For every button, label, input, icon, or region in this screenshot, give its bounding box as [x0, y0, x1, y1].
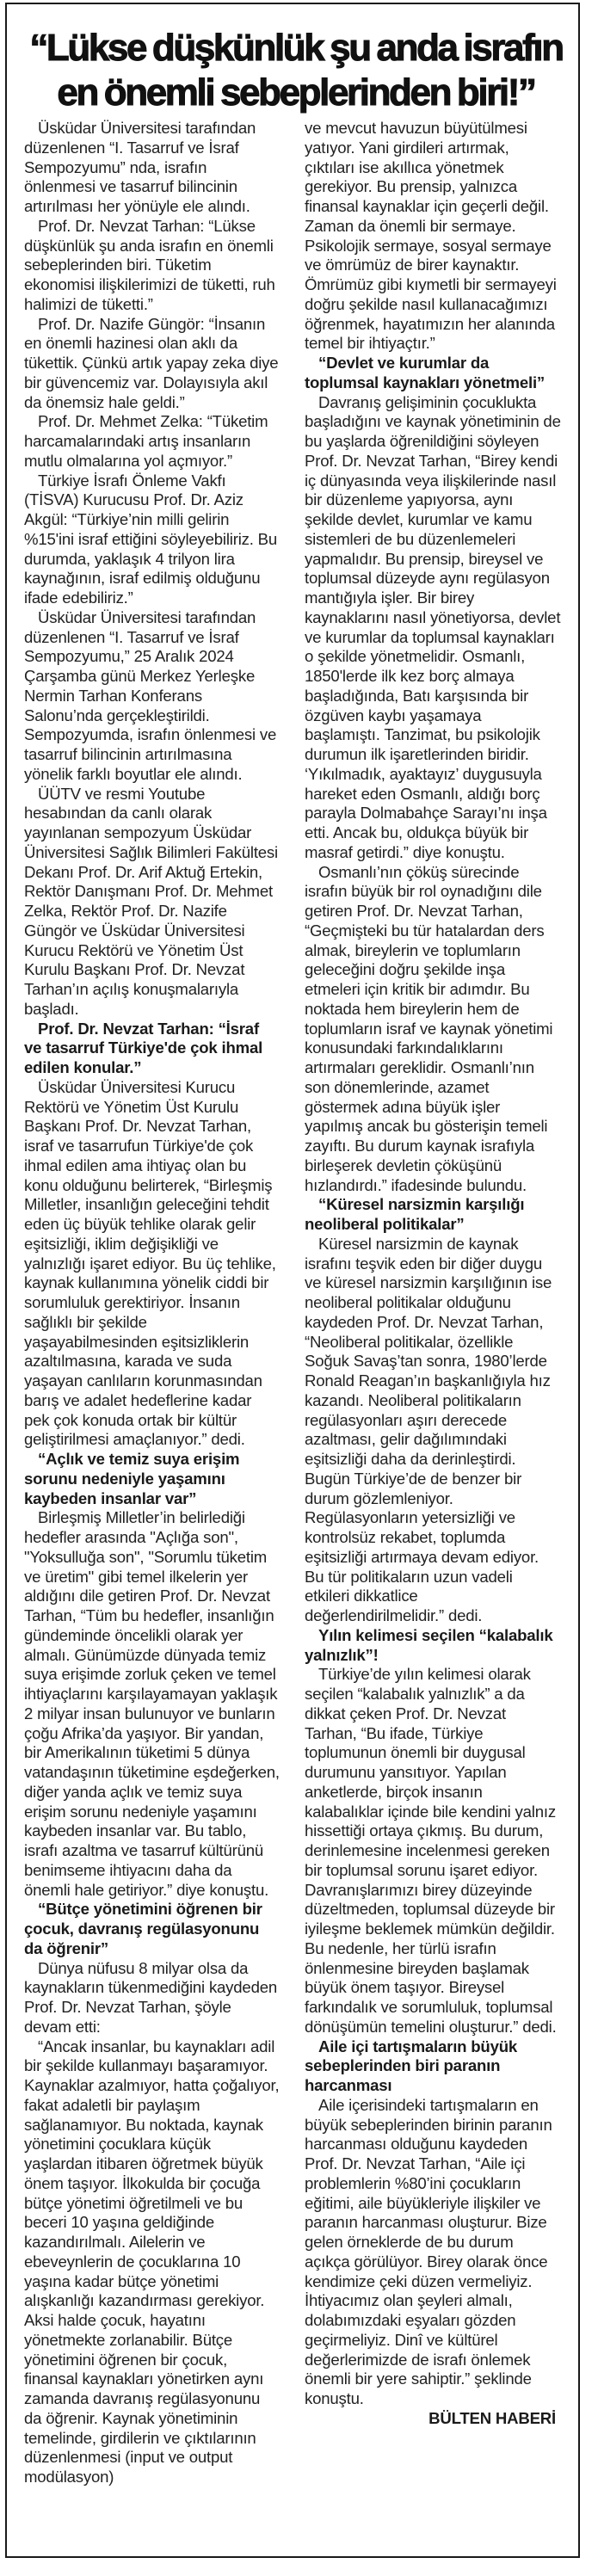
article-headline: [21, 26, 571, 115]
article-paragraph: Küresel narsizmin de kaynak israfını teşvik eden bir diğer duygu ve küresel narsizmin karşılığının ise neoliberal politikalar olduğunu kaydeden Prof. Dr. Nevzat Tarhan, “Neoliberal politikalar, özellikle Soğuk Savaş’tan sonra, 1980’lerde Ronald Reagan’ın başkanlığıyla hız kazandı. Neoliberal politikaların regülasyonları aşırı derecede azaltması, gelir dağılımındaki eşitsizliği daha da derinleştirdi. Bugün Türkiye’de de benzer bir durum gözlemleniyor. Regülasyonların yetersizliği ve kontrolsüz rekabet, toplumda eşitsizliği artırmaya devam ediyor. Bu tür politikaların uzun vadeli etkileri dikkatlice değerlendirilmelidir.” dedi.: [305, 1234, 552, 1624]
section-subheading: Yılın kelimesi seçilen “kalabalık yalnızlık”!: [305, 1625, 553, 1664]
article-paragraph: Birleşmiş Milletler’in belirlediği hedefler arasında "Açlığa son", "Yoksulluğa son", "Sorumlu tüketim ve üretim" gibi temel ilkelerin yer aldığını dile getiren Prof. Dr. Nevzat Tarhan, “Tüm bu hedefler, insanlığın gündeminde öncelikli olarak yer almalı. Günümüzde dünyada temiz suya erişimde zorluk çeken ve temel ihtiyaçlarını karşılayamayan yaklaşık 2 milyar insan bulunuyor ve bunların çoğu Afrika’da yaşıyor. Bir yandan, bir Amerikalının tüketimi 5 dünya vatandaşının tüketimine eşdeğerken, diğer yanda açlık ve temiz suya erişim sorunu nedeniyle yaşamını kaybeden insanlar var. Bu tablo, israfı azaltma ve tasarruf kültürünü benimseme ihtiyacını daha da önemli hale getiriyor.” diye konuştu.: [24, 1508, 280, 1899]
section-subheading: “Bütçe yönetimini öğrenen bir çocuk, davranış regülasyonunu da öğrenir”: [24, 1900, 262, 1957]
article-paragraph: Davranışlarımızı birey düzeyinde düzeltmeden, toplumsal düzeyde bir iyileşme beklemek mümkün değildir. Bu nedenle, her türlü israfın önlenmesine bireyden başlamak büyük önem taşıyor. Bireysel farkındalık ve sorumluluk, toplumsal dönüşümün temelini oluşturur.” dedi.: [305, 1880, 557, 2036]
article-column-1: [24, 119, 281, 2487]
article-paragraph: Üsküdar Üniversitesi tarafından düzenlenen “I. Tasarruf ve İsraf Sempozyumu” nda, israfın önlenmesi ve tasarruf bilincinin artırılması her yönüyle ele alındı.: [24, 119, 256, 215]
section-subheading: “Açlık ve temiz suya erişim sorunu nedeniyle yaşamını kaybeden insanlar var”: [24, 1450, 240, 1507]
section-subheading: “Devlet ve kurumlar da toplumsal kaynakları yönetmeli”: [305, 354, 546, 391]
article-paragraph: Üsküdar Üniversitesi Kurucu Rektörü ve Yönetim Üst Kurulu Başkanı Prof. Dr. Nevzat Tarhan, israf ve tasarrufun Türkiye'de çok ihmal edilen ama ihtiyaç olan bu konu olduğunu belirterek, “Birleşmiş Milletler, insanlığın geleceğini tehdit eden üç büyük tehlike olarak gelir eşitsizliği, iklim değişikliği ve yalnızlığı işaret ediyor. Bu üç tehlike, kaynak kullanımına yönelik ciddi bir sorumluluk gerektiriyor. İnsanın sağlıklı bir şekilde yaşayabilmesinden eşitsizliklerin azaltılmasına, karada ve suda yaşayan canlıların korunmasından barış ve adalet hedeflerine kadar pek çok konuda ortak bir kültür geliştirilmesi amaçlanıyor.” dedi.: [24, 1077, 276, 1449]
article-column-2: [305, 119, 561, 2429]
article-paragraph: “Ancak insanlar, bu kaynakları adil bir şekilde kullanmayı başaramıyor. Kaynaklar azalmıyor, hatta çoğalıyor, fakat adaletli bir paylaşım sağlanamıyor. Bu noktada, kaynak yönetimini çocuklara küçük yaşlardan itibaren öğretmek büyük önem taşıyor. İlkokulda bir çocuğa bütçe yönetimi öğretilmeli ve bu beceri 10 yaşına geldiğinde kazandırılmalı. Ailelerin ve ebeveynlerin de çocuklarına 10 yaşına kadar bütçe yönetimi alışkanlığı kazandırması gerekiyor. Aksi halde çocuk, hayatını yönetmekte zorlanabilir. Bütçe yönetimini öğrenen bir çocuk, finansal kaynakları yönetirken aynı zamanda davranış regülasyonunu da öğrenir. Kaynak yönetiminin temelinde, girdilerin ve çıktılarının düzenlenmesi (input ve output modülasyon): [24, 2037, 280, 2486]
headline-line-2: en önemli sebeplerinden biri!”: [57, 71, 535, 114]
article-paragraph: Üsküdar Üniversitesi tarafından düzenlenen “I. Tasarruf ve İsraf Sempozyumu,” 25 Aralık 2024 Çarşamba günü Merkez Yerleşke Nermin Tarhan Konferans Salonu’nda gerçekleştirildi. Sempozyumda, israfın önlenmesi ve tasarruf bilincinin artırılmasına yönelik farklı boyutlar ele alındı.: [24, 607, 277, 783]
article-paragraph: ÜÜTV ve resmi Youtube hesabından da canlı olarak yayınlanan sempozyum Üsküdar Üniversitesi Sağlık Bilimleri Fakültesi Dekanı Prof. Dr. Arif Aktuğ Ertekin, Rektör Danışmanı Prof. Dr. Mehmet Zelka, Rektör Prof. Dr. Nazife Güngör ve Üsküdar Üniversitesi Kurucu Rektörü ve Yönetim Üst Kurulu Başkanı Prof. Dr. Nevzat Tarhan’ın açılış konuşmalarıyla başladı.: [24, 784, 278, 1018]
headline-line-1: “Lükse düşkünlük şu anda israfın: [29, 27, 563, 69]
article-paragraph: Prof. Dr. Nazife Güngör: “İnsanın en önemli hazinesi olan aklı da tükettik. Çünkü artık yapay zeka diye bir güvencemiz var. Dolayısıyla akıl da önemsiz hale geldi.”: [24, 314, 279, 411]
section-subheading: Aile içi tartışmaların büyük sebeplerinden biri paranın harcanması: [305, 2037, 518, 2094]
article-paragraph: Türkiye’de yılın kelimesi olarak seçilen “kalabalık yalnızlık” a da dikkat çeken Prof. Dr. Nevzat Tarhan, “Bu ifade, Türkiye toplumunun önemli bir duygusal durumunu yansıtıyor. Yapılan anketlerde, birçok insanın kalabalıklar içinde bile kendini yalnız hissettiği ortaya çıkmış. Bu durum, derinlemesine incelenmesi gereken bir toplumsal sorunu işaret ediyor.: [305, 1665, 556, 1879]
section-subheading: Prof. Dr. Nevzat Tarhan: “İsraf ve tasarruf Türkiye'de çok ihmal edilen konular.”: [24, 1019, 263, 1076]
article-paragraph: Aile içerisindeki tartışmaların en büyük sebeplerinden birinin paranın harcanması olduğunu kaydeden Prof. Dr. Nevzat Tarhan, “Aile içi problemlerin %80’ini çocukların eğitimi, aile büyükleriyle ilişkiler ve paranın harcanması oluşturur. Bize gelen örneklerde de bu durum açıkça görülüyor. Birey olarak önce kendimize çeki düzen vermeliyiz. İhtiyacımız olan şeyleri almalı, dolabımızdaki eşyaları gözden geçirmeliyiz. Dinî ve kültürel değerlerimizde de israfı önlemek önemli bir yere sahiptir.” şeklinde konuştu.: [305, 2095, 552, 2407]
article-paragraph: ve mevcut havuzun büyütülmesi yatıyor. Yani girdileri artırmak, çıktıları ise akıllıca yönetmek gerekiyor. Bu prensip, yalnızca finansal kaynaklar için geçerli değil. Zaman da önemli bir sermaye. Psikolojik sermaye, sosyal sermaye ve ömrümüz de birer kaynaktır. Ömrümüz gibi kıymetli bir sermayeyi doğru şekilde nasıl kullanacağımızı öğrenmek, hayatımızın her alanında temel bir ihtiyaçtır.”: [305, 119, 557, 353]
article-paragraph: Prof. Dr. Nevzat Tarhan: “Lükse düşkünlük şu anda israfın en önemli sebeplerinden biri. Tüketim ekonomisi ilişkilerimizi de tüketti, ruh halimizi de tüketti.”: [24, 216, 275, 313]
byline-signature: BÜLTEN HABERİ: [428, 2408, 556, 2427]
article-paragraph: Davranış gelişiminin çocuklukta başladığını ve kaynak yönetiminin de bu yaşlarda öğrenildiğini söyleyen Prof. Dr. Nevzat Tarhan, “Birey kendi iç dünyasında veya ilişkilerinde nasıl bir düzenleme yapıyorsa, aynı şekilde devlet, kurumlar ve kamu sistemleri de bu düzenlemeleri yapmalıdır. Bu prensip, bireysel ve toplumsal düzeyde aynı regülasyon mantığıyla işler. Bir birey kaynaklarını nasıl yönetiyorsa, devlet ve kurumlar da toplumsal kaynakları o şekilde yönetmelidir. Osmanlı, 1850'lerde ilk kez borç almaya başladığında, Batı karşısında bir özgüven kaybı yaşamaya başlamıştı. Tanzimat, bu psikolojik durumun ilk işaretlerinden biridir. ‘Yıkılmadık, ayaktayız’ duygusuyla hareket eden Osmanlı, aldığı borç parayla Dolmabahçe Sarayı’nı inşa etti. Ancak bu, oldukça büyük bir masraf getirdi.” diye konuştu.: [305, 392, 561, 861]
article-paragraph: Türkiye İsrafı Önleme Vakfı (TİSVA) Kurucusu Prof. Dr. Aziz Akgül: “Türkiye’nin milli gelirin %15'ini israf ettiğini söyleyebiliriz. Bu durumda, yaklaşık 4 trilyon lira kaynağının, israf edilmiş olduğunu ifade edebiliriz.”: [24, 471, 278, 607]
article-paragraph: Prof. Dr. Mehmet Zelka: “Tüketim harcamalarındaki artış insanların mutlu olmalarına yol açmıyor.”: [24, 412, 268, 470]
section-subheading: “Küresel narsizmin karşılığı neoliberal politikalar”: [305, 1195, 525, 1233]
article-paragraph: Osmanlı’nın çöküş sürecinde israfın büyük bir rol oynadığını dile getiren Prof. Dr. Nevzat Tarhan, “Geçmişteki bu tür hatalardan ders almak, bireylerin ve toplumların geleceğini doğru şekilde inşa etmeleri için kritik bir adımdır. Bu noktada hem bireylerin hem de toplumların israf ve kaynak yönetimi konusundaki farkındalıklarını artırmaları gereklidir. Osmanlı’nın son dönemlerinde, azamet göstermek adına büyük işler yapılmış ancak bu gösterişin temeli zayıftı. Bu durum kaynak israfıyla birleşerek devletin çöküşünü hızlandırdı.” ifadesinde bulundu.: [305, 862, 553, 1194]
article-paragraph: Dünya nüfusu 8 milyar olsa da kaynakların tükenmediğini kaydeden Prof. Dr. Nevzat Tarhan, şöyle devam etti:: [24, 1958, 277, 2036]
